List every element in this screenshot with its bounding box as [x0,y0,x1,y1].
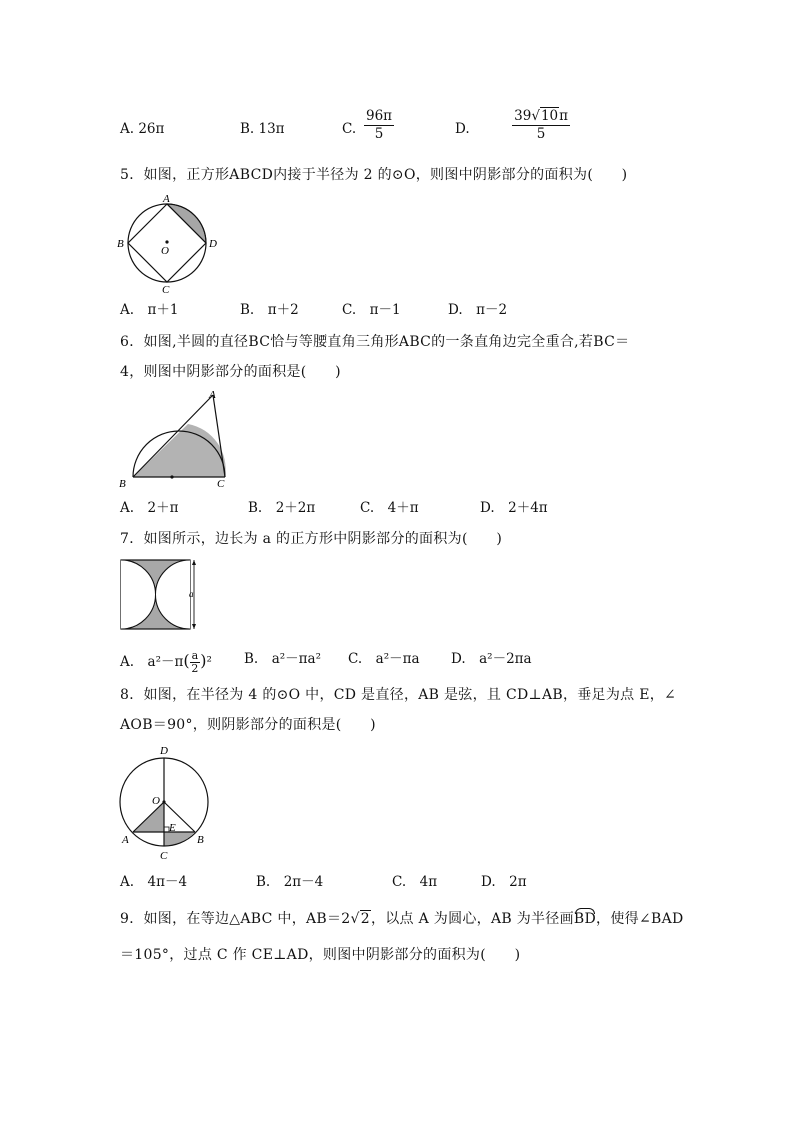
q7-arrow-top [192,560,196,565]
q6-option-b[interactable]: B. 2＋2π [248,500,316,516]
q9-radicand: 2 [360,911,370,927]
q9-stem-post: ，使得∠BAD [596,911,684,927]
q5-option-a[interactable]: A. π＋1 [120,302,179,318]
q6-option-d[interactable]: D. 2＋4π [480,500,548,516]
q7-arrow-bottom [192,624,196,629]
q5-center-point [165,240,168,243]
q9-stem-line1: 9．如图，在等边△ABC 中，AB＝2√2，以点 A 为圆心，AB 为半径画BD，使得∠BAD [120,911,684,927]
q8-center-point [162,800,165,803]
q9-stem-pre: 9．如图，在等边△ABC 中，AB＝2 [120,911,351,927]
q5-figure [116,190,226,294]
q6-option-c[interactable]: C. 4＋π [360,500,419,516]
q5-label-c: C [162,284,170,294]
q4-option-b[interactable]: B. 13π [240,121,285,137]
q7-option-b[interactable]: B. a²－πa² [244,651,322,667]
q6-center-point [170,475,173,478]
q7-a-den: 2 [191,662,199,675]
q4-d-coef: 39 [514,108,532,124]
q4-option-d-label[interactable]: D. [455,121,470,137]
q7-option-c[interactable]: C. a²－πa [348,651,420,667]
q7-option-d[interactable]: D. a²－2πa [451,651,532,667]
q6-stem-line2: 4，则图中阴影部分的面积是( ) [120,364,341,380]
q7-figure [118,557,200,633]
q5-label-a: A [163,193,170,205]
q5-label-b: B [117,238,124,250]
q4-option-c-denominator: 5 [374,126,384,142]
q6-label-c: C [217,478,225,490]
q8-stem-line2: AOB＝90°，则阴影部分的面积是( ) [120,717,376,733]
q8-label-e: E [169,822,176,834]
q6-shaded-area [133,424,226,477]
q4-d-radicand: 10 [540,108,559,124]
q6-option-a[interactable]: A. 2＋π [120,500,179,516]
q7-side-label: a [189,589,194,599]
q4-option-d-numerator: 39√10π [514,108,569,124]
q8-option-a[interactable]: A. 4π－4 [120,874,188,890]
q7-option-a-text: A. a²－π [120,654,184,670]
q4-option-c-fraction [364,108,394,143]
q4-option-d-denominator: 5 [536,126,546,142]
q8-stem-line1: 8．如图，在半径为 4 的⊙O 中，CD 是直径，AB 是弦，且 CD⊥AB，垂足为点 E，∠ [120,687,677,703]
q8-option-b[interactable]: B. 2π－4 [256,874,324,890]
q9-stem-mid: ，以点 A 为圆心，AB 为半径画 [370,911,574,927]
q9-arc-bd: BD [573,911,597,927]
q8-label-o: O [152,795,160,807]
q5-label-d: D [209,238,217,250]
q6-stem-line1: 6．如图,半圆的直径BC恰与等腰直角三角形ABC的一条直角边完全重合,若BC＝ [120,334,630,350]
q8-label-a: A [122,834,129,846]
q4-option-c-numerator: 96π [366,108,393,124]
q5-option-b[interactable]: B. π＋2 [240,302,299,318]
q8-shaded-segment [164,832,195,846]
q8-label-c: C [160,850,168,862]
q7-stem: 7．如图所示，边长为 a 的正方形中阴影部分的面积为( ) [120,531,503,547]
q8-label-b: B [197,834,204,846]
q7-a-num: a [191,649,199,662]
q5-option-c[interactable]: C. π－1 [342,302,401,318]
q7-option-a-fraction [190,650,201,675]
q8-option-c[interactable]: C. 4π [392,874,438,890]
q7-a-exp: ² [206,654,212,670]
q5-option-d[interactable]: D. π－2 [448,302,508,318]
q6-figure [116,386,226,492]
q4-option-a[interactable]: A. 26π [120,121,165,137]
q4-option-c-label[interactable]: C. [342,121,357,137]
q8-option-d[interactable]: D. 2π [481,874,527,890]
q4-option-d-fraction [512,108,570,143]
q8-label-d: D [160,745,168,757]
q5-stem: 5．如图，正方形ABCD内接于半径为 2 的⊙O，则图中阴影部分的面积为( ) [120,167,628,183]
q8-figure [116,742,216,864]
q6-label-a: A [209,389,216,401]
q5-label-o: O [161,245,169,257]
q7-option-a[interactable]: A. a²－π( $\frac{a}{2}$ )² [120,649,212,675]
q4-d-pi: π [559,108,569,124]
q9-stem-line2: ＝105°，过点 C 作 CE⊥AD，则图中阴影部分的面积为( ) [120,947,521,963]
q6-label-b: B [119,478,126,490]
